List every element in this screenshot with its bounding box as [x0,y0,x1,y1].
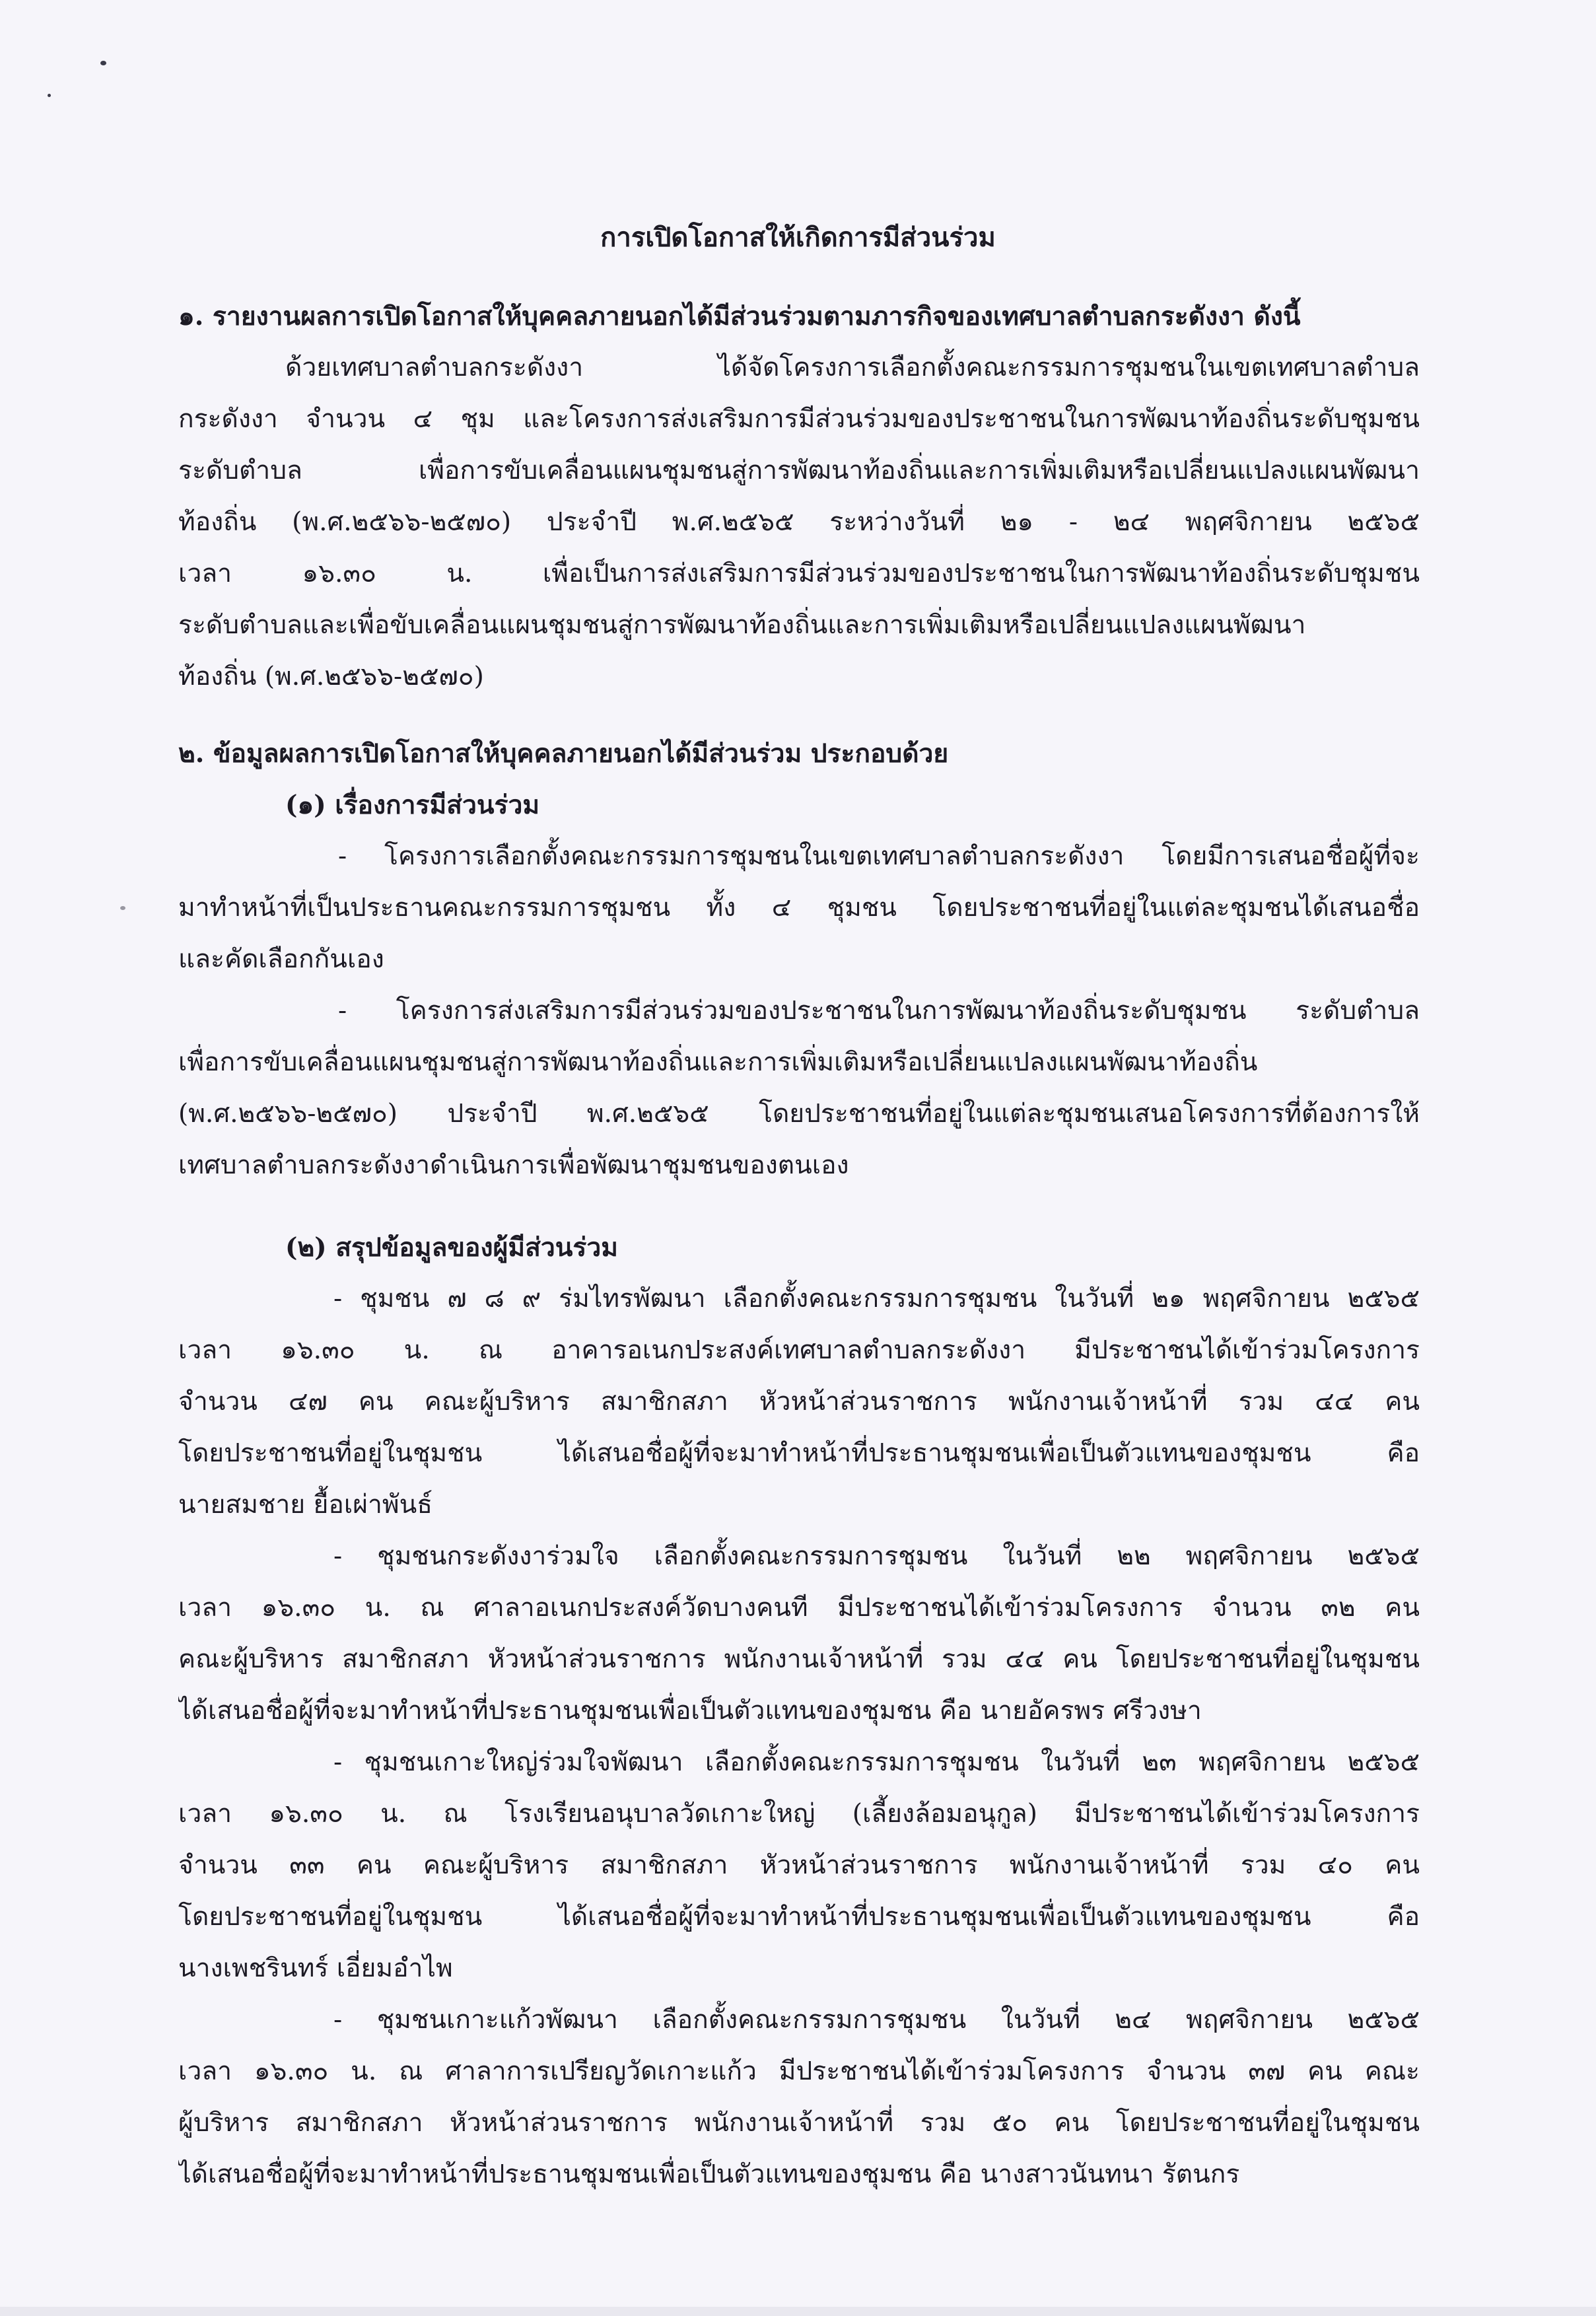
section-1 [178,291,1420,703]
subsection-2 [178,1222,1420,2200]
paragraph-line: เวลา ๑๖.๓๐ น. ณ อาคารอเนกประสงค์เทศบาลตำบลกระดังงา มีประชาชนได้เข้าร่วมโครงการ [178,1335,1420,1365]
paragraph-line: ได้เสนอชื่อผู้ที่จะมาทำหน้าที่ประธานชุมชนเพื่อเป็นตัวแทนของชุมชน คือ นายอัครพร ศรีวงษา [178,1696,1202,1726]
paragraph-line: เพื่อการขับเคลื่อนแผนชุมชนสู่การพัฒนาท้องถิ่นและการเพิ่มเติมหรือเปลี่ยนแปลงแผนพัฒนาท้องถิ่น [178,1047,1258,1077]
paragraph-line: และคัดเลือกกันเอง [178,944,384,974]
paragraph-line: โดยประชาชนที่อยู่ในชุมชน ได้เสนอชื่อผู้ที่จะมาทำหน้าที่ประธานชุมชนเพื่อเป็นตัวแทนของชุมชน คือ [178,1902,1420,1932]
paragraph-line: โดยประชาชนที่อยู่ในชุมชน ได้เสนอชื่อผู้ที่จะมาทำหน้าที่ประธานชุมชนเพื่อเป็นตัวแทนของชุมชน คือ [178,1438,1420,1468]
paragraph-line: เวลา ๑๖.๓๐ น. ณ ศาลาอเนกประสงค์วัดบางคนที มีประชาชนได้เข้าร่วมโครงการ จำนวน ๓๒ คน [178,1593,1420,1623]
section-1-heading: ๑. รายงานผลการเปิดโอกาสให้บุคคลภายนอกได้มีส่วนร่วมตามภารกิจของเทศบาลตำบลกระดังงา ดังนี้ [178,301,1301,332]
subsection-2-heading: (๒) สรุปข้อมูลของผู้มีส่วนร่วม [285,1232,618,1263]
section-2-heading: ๒. ข้อมูลผลการเปิดโอกาสให้บุคคลภายนอกได้มีส่วนร่วม ประกอบด้วย [178,738,949,769]
bullet-line: - โครงการเลือกตั้งคณะกรรมการชุมชนในเขตเทศบาลตำบลกระดังงา โดยมีการเสนอชื่อผู้ที่จะ [338,841,1420,871]
subsection-1-heading: (๑) เรื่องการมีส่วนร่วม [285,790,540,820]
paragraph-line: คณะผู้บริหาร สมาชิกสภา หัวหน้าส่วนราชการ พนักงานเจ้าหน้าที่ รวม ๔๔ คน โดยประชาชนที่อยู่ในชุมชน [178,1644,1420,1674]
scan-bottom-edge [0,2307,1596,2316]
paragraph-line: ระดับตำบลและเพื่อขับเคลื่อนแผนชุมชนสู่การพัฒนาท้องถิ่นและการเพิ่มเติมหรือเปลี่ยนแปลงแผนพัฒนา [178,610,1306,640]
paragraph-line: เทศบาลตำบลกระดังงาดำเนินการเพื่อพัฒนาชุมชนของตนเอง [178,1150,849,1180]
paragraph-line: นางเพชรินทร์ เอี่ยมอำไพ [178,1953,453,1983]
section-2 [178,728,1420,1191]
paragraph-line: กระดังงา จำนวน ๔ ชุม และโครงการส่งเสริมการมีส่วนร่วมของประชาชนในการพัฒนาท้องถิ่นระดับชุมชน [178,404,1420,434]
paragraph-line: มาทำหน้าที่เป็นประธานคณะกรรมการชุมชน ทั้ง ๔ ชุมชน โดยประชาชนที่อยู่ในแต่ละชุมชนได้เสนอชื่อ [178,893,1420,923]
bullet-line: - ชุมชนกระดังงาร่วมใจ เลือกตั้งคณะกรรมการชุมชน ในวันที่ ๒๒ พฤศจิกายน ๒๕๖๕ [333,1541,1420,1571]
scan-speck [100,61,106,65]
paragraph-line: เวลา ๑๖.๓๐ น. เพื่อเป็นการส่งเสริมการมีส่วนร่วมของประชาชนในการพัฒนาท้องถิ่นระดับชุมชน [178,559,1420,588]
bullet-line: - ชุมชนเกาะแก้วพัฒนา เลือกตั้งคณะกรรมการชุมชน ในวันที่ ๒๔ พฤศจิกายน ๒๕๖๕ [333,2005,1420,2035]
paragraph-line: จำนวน ๔๗ คน คณะผู้บริหาร สมาชิกสภา หัวหน้าส่วนราชการ พนักงานเจ้าหน้าที่ รวม ๔๔ คน [178,1387,1420,1417]
paragraph-line: นายสมชาย ยื้อเผ่าพันธ์ [178,1490,433,1520]
bullet-line: - ชุมชนเกาะใหญ่ร่วมใจพัฒนา เลือกตั้งคณะกรรมการชุมชน ในวันที่ ๒๓ พฤศจิกายน ๒๕๖๕ [333,1747,1420,1777]
scan-speck [120,906,125,910]
paragraph-line: ผู้บริหาร สมาชิกสภา หัวหน้าส่วนราชการ พนักงานเจ้าหน้าที่ รวม ๕๐ คน โดยประชาชนที่อยู่ในชุมชน [178,2108,1420,2138]
paragraph-line: ท้องถิ่น (พ.ศ.๒๕๖๖-๒๕๗๐) ประจำปี พ.ศ.๒๕๖๕ ระหว่างวันที่ ๒๑ - ๒๔ พฤศจิกายน ๒๕๖๕ [178,507,1420,537]
paragraph-line: เวลา ๑๖.๓๐ น. ณ ศาลาการเปรียญวัดเกาะแก้ว มีประชาชนได้เข้าร่วมโครงการ จำนวน ๓๗ คน คณะ [178,2056,1420,2086]
paragraph-line: ท้องถิ่น (พ.ศ.๒๕๖๖-๒๕๗๐) [178,662,484,691]
paragraph-line: ด้วยเทศบาลตำบลกระดังงา ได้จัดโครงการเลือกตั้งคณะกรรมการชุมชนในเขตเทศบาลตำบล [285,353,1420,382]
paragraph-line: เวลา ๑๖.๓๐ น. ณ โรงเรียนอนุบาลวัดเกาะใหญ่ (เลี้ยงล้อมอนุกูล) มีประชาชนได้เข้าร่วมโครงการ [178,1799,1420,1829]
bullet-line: - ชุมชน ๗ ๘ ๙ ร่มไทรพัฒนา เลือกตั้งคณะกรรมการชุมชน ในวันที่ ๒๑ พฤศจิกายน ๒๕๖๕ [333,1284,1420,1314]
paragraph-line: ได้เสนอชื่อผู้ที่จะมาทำหน้าที่ประธานชุมชนเพื่อเป็นตัวแทนของชุมชน คือ นางสาวนันทนา รัตนกร [178,2159,1240,2189]
paragraph-line: ระดับตำบล เพื่อการขับเคลื่อนแผนชุมชนสู่การพัฒนาท้องถิ่นและการเพิ่มเติมหรือเปลี่ยนแปลงแผนพัฒนา [178,456,1420,485]
paragraph-line: จำนวน ๓๓ คน คณะผู้บริหาร สมาชิกสภา หัวหน้าส่วนราชการ พนักงานเจ้าหน้าที่ รวม ๔๐ คน [178,1850,1420,1880]
bullet-line: - โครงการส่งเสริมการมีส่วนร่วมของประชาชนในการพัฒนาท้องถิ่นระดับชุมชน ระดับตำบล [338,996,1420,1026]
paragraph-line: (พ.ศ.๒๕๖๖-๒๕๗๐) ประจำปี พ.ศ.๒๕๖๕ โดยประชาชนที่อยู่ในแต่ละชุมชนเสนอโครงการที่ต้องการให้ [178,1099,1420,1129]
scan-speck [48,94,51,97]
document-title: การเปิดโอกาสให้เกิดการมีส่วนร่วม [600,222,996,253]
